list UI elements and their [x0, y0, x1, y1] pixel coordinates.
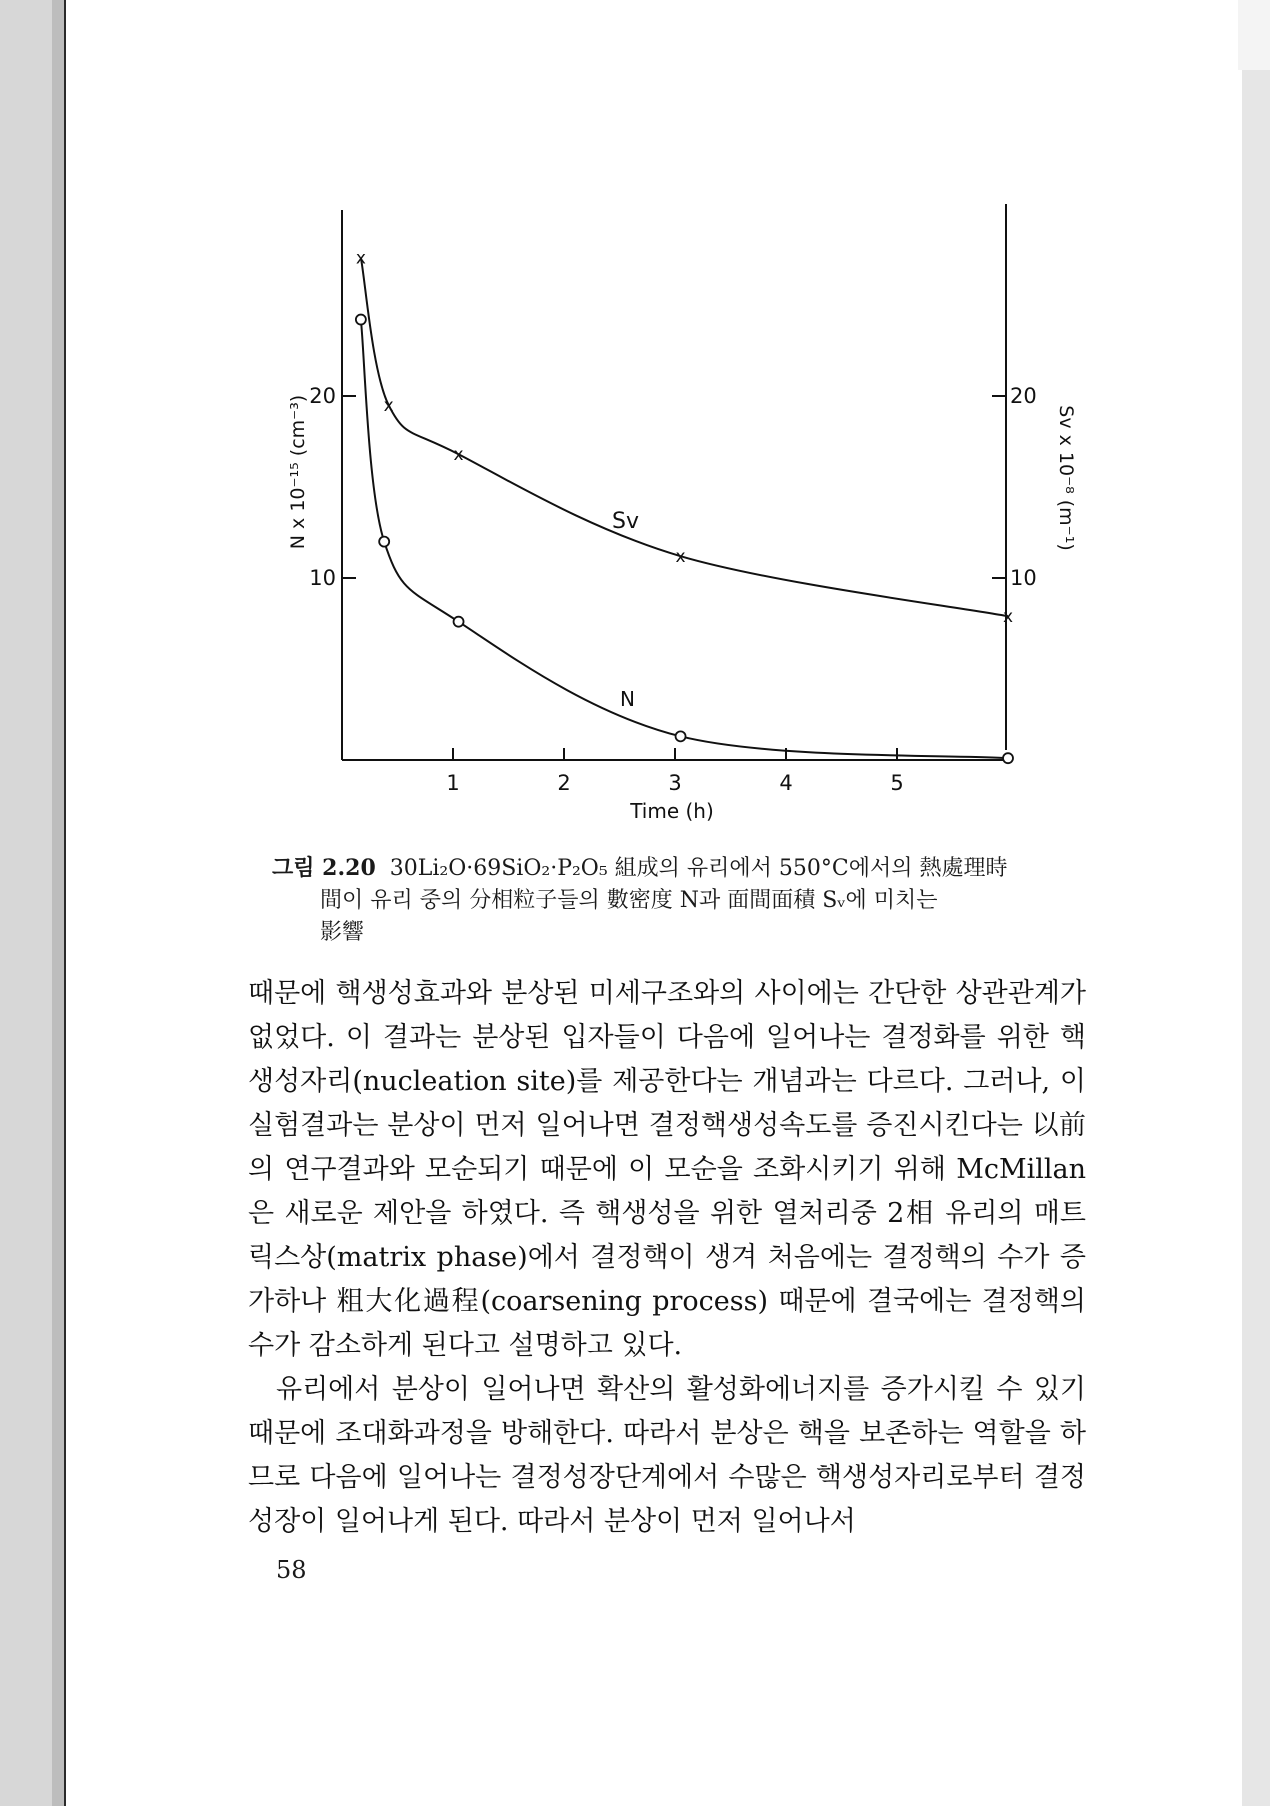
data-point-sv: x — [355, 248, 366, 269]
data-point-sv: x — [383, 396, 394, 417]
body-text — [248, 972, 1086, 1544]
x-tick-label: 4 — [779, 771, 793, 795]
figure-caption-label: 그림 2.20 — [272, 855, 376, 881]
series-label-n: N — [620, 687, 635, 711]
figure-caption — [272, 852, 1092, 949]
x-axis-label: Time (h) — [630, 799, 714, 823]
data-point-sv: x — [675, 547, 686, 568]
x-tick-label: 5 — [890, 771, 904, 795]
x-tick-label: 3 — [668, 771, 682, 795]
chart-axes — [342, 204, 1006, 760]
page-number: 58 — [276, 1556, 307, 1584]
paragraph-1: 때문에 핵생성효과와 분상된 미세구조와의 사이에는 간단한 상관관계가 없었다. 이 결과는 분상된 입자들이 다음에 일어나는 결정화를 위한 핵생성자리(nucleation site)를 제공한다는 개념과는 다르다. 그러나, 이 실험결과는 분상이 먼저 일어나면 결정핵생성속도를 증진시킨다는 以前의 연구결과와 모순되기 때문에 이 모순을 조화시키기 위해 McMillan은 새로운 제안을 하였다. 즉 핵생성을 위한 열처리중 2相 유리의 매트릭스상(matrix phase)에서 결정핵이 생겨 처음에는 결정핵의 수가 증가하나 粗大化過程(coarsening process) 때문에 결국에는 결정핵의 수가 감소하게 된다고 설명하고 있다. — [248, 978, 1086, 1361]
x-tick-label: 1 — [446, 771, 460, 795]
left-y-tick-label: 10 — [309, 566, 336, 590]
series-line-n — [361, 320, 1008, 759]
series-label-sv: Sv — [612, 509, 639, 534]
chart-curves — [361, 258, 1008, 759]
right-y-tick-label: 20 — [1010, 384, 1037, 408]
data-point-n — [676, 731, 686, 741]
figure-caption-line-2: 間이 유리 중의 分相粒子들의 數密度 N과 面間面積 Sᵥ에 미치는 — [320, 888, 938, 913]
chart-markers — [356, 249, 1013, 764]
x-tick-label: 2 — [557, 771, 571, 795]
figure-caption-line-1: 30Li₂O·69SiO₂·P₂O₅ 組成의 유리에서 550°C에서의 熱處理時 — [389, 856, 1008, 881]
data-point-sv: x — [453, 445, 464, 466]
data-point-n — [356, 315, 366, 325]
right-y-axis-label: Sv x 10⁻⁸ (m⁻¹) — [1055, 405, 1077, 551]
right-y-tick-label: 10 — [1010, 566, 1037, 590]
left-y-axis-label: N x 10⁻¹⁵ (cm⁻³) — [287, 394, 309, 550]
data-point-n — [454, 617, 464, 627]
figure-chart — [0, 0, 1270, 830]
data-point-n — [1003, 753, 1013, 763]
figure-caption-line-3: 影響 — [320, 920, 365, 945]
left-y-tick-label: 20 — [309, 384, 336, 408]
paragraph-2: 유리에서 분상이 일어나면 확산의 활성화에너지를 증가시킬 수 있기 때문에 조대화과정을 방해한다. 따라서 분상은 핵을 보존하는 역할을 하므로 다음에 일어나는 결정성장단계에서 수많은 핵생성자리로부터 결정성장이 일어나게 된다. 따라서 분상이 먼저 일어나서 — [248, 1374, 1086, 1537]
data-point-sv: x — [1002, 607, 1014, 628]
data-point-n — [379, 537, 389, 547]
